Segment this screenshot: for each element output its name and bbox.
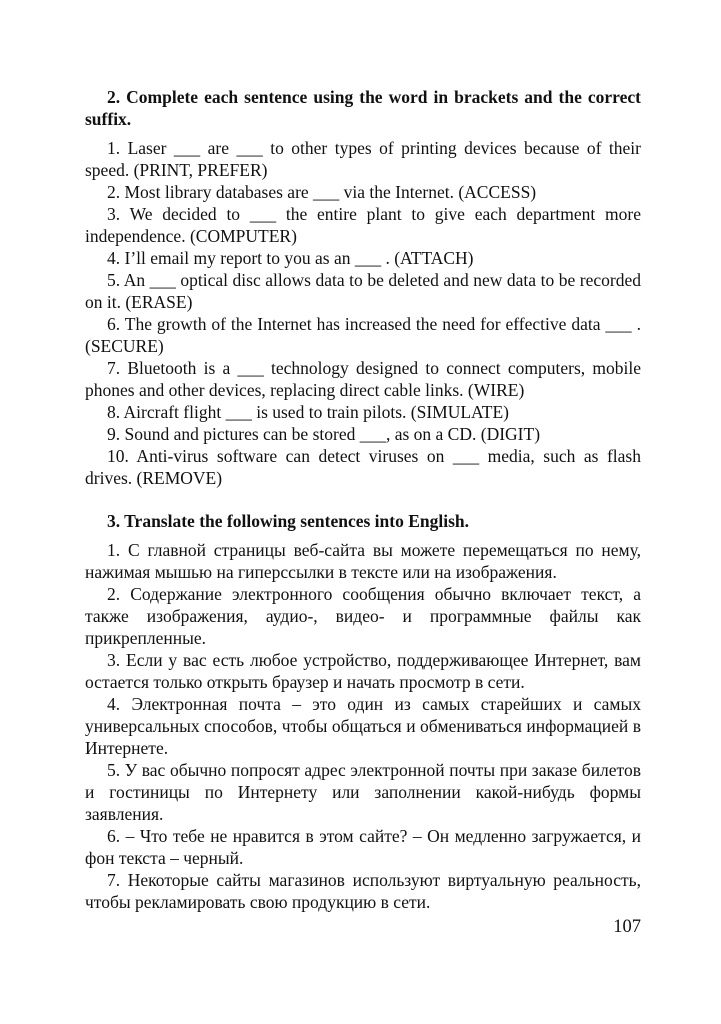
- exercise2-sentence-5: 5. An ___ optical disc allows data to be deleted and new data to be recorded on it. (ERASE): [85, 270, 641, 312]
- page-number: 107: [613, 917, 641, 937]
- exercise2-sentence-6: 6. The growth of the Internet has increased the need for effective data ___ . (SECURE): [85, 314, 641, 356]
- exercise3-sentence-5: 5. У вас обычно попросят адрес электронной почты при заказе билетов и гостиницы по Интернету или заполнении какой-нибудь формы заявления.: [85, 760, 641, 824]
- exercise2-heading: 2. Complete each sentence using the word in brackets and the correct suffix.: [85, 87, 641, 129]
- exercise3-sentence-4: 4. Электронная почта – это один из самых старейших и самых универсальных способов, чтобы общаться и обмениваться информацией в Интернете.: [85, 694, 641, 758]
- exercise3-sentence-1: 1. С главной страницы веб-сайта вы можете перемещаться по нему, нажимая мышью на гиперссылки в тексте или на изображения.: [85, 540, 641, 582]
- exercise2-sentence-8: 8. Aircraft flight ___ is used to train pilots. (SIMULATE): [107, 402, 509, 422]
- exercise3-heading: 3. Translate the following sentences into English.: [107, 511, 470, 531]
- exercise2-sentence-2: 2. Most library databases are ___ via the Internet. (ACCESS): [107, 182, 537, 202]
- exercise2-sentence-1: 1. Laser ___ are ___ to other types of printing devices because of their speed. (PRINT, PREFER): [85, 138, 641, 180]
- exercise2-sentence-3: 3. We decided to ___ the entire plant to give each department more independence. (COMPUTER): [85, 204, 641, 246]
- exercise3-sentence-6: 6. – Что тебе не нравится в этом сайте? – Он медленно загружается, и фон текста – черный.: [85, 826, 641, 868]
- exercise2-sentence-4: 4. I’ll email my report to you as an ___ . (ATTACH): [107, 248, 474, 268]
- exercise2-sentence-9: 9. Sound and pictures can be stored ___, as on a CD. (DIGIT): [107, 424, 541, 444]
- exercise3-sentence-2: 2. Содержание электронного сообщения обычно включает текст, а также изображения, аудио-, видео- и программные файлы как прикрепленные.: [85, 584, 641, 648]
- exercise2-sentence-10: 10. Anti-virus software can detect viruses on ___ media, such as flash drives. (REMOVE): [85, 446, 641, 488]
- exercise3-sentence-3: 3. Если у вас есть любое устройство, поддерживающее Интернет, вам остается только открыть браузер и начать просмотр в сети.: [85, 650, 641, 692]
- exercise2-sentence-7: 7. Bluetooth is a ___ technology designed to connect computers, mobile phones and other devices, replacing direct cable links. (WIRE): [85, 358, 641, 400]
- exercise3-sentence-7: 7. Некоторые сайты магазинов используют виртуальную реальность, чтобы рекламировать свою продукцию в сети.: [85, 870, 641, 912]
